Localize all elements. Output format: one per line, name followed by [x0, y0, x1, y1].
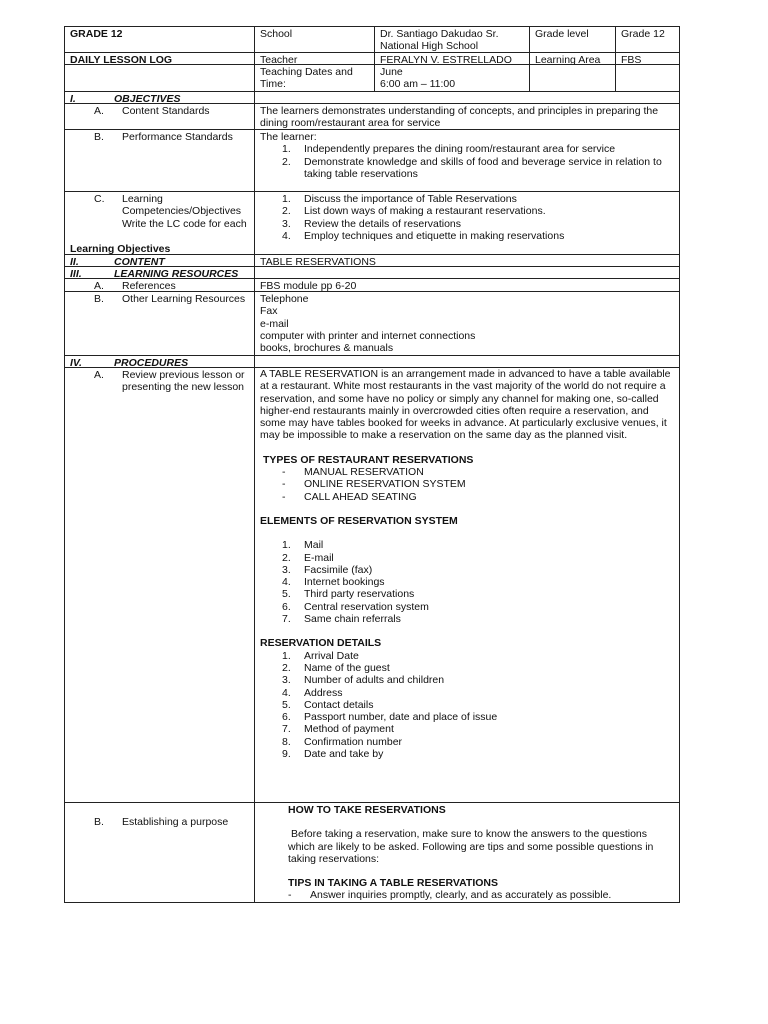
list-item: - CALL AHEAD SEATING: [282, 490, 417, 503]
teaching-date: June: [380, 66, 403, 78]
resource-item: books, brochures & manuals: [260, 342, 394, 355]
resources-title: LEARNING RESOURCES: [114, 268, 239, 278]
content-standards-value: The learners demonstrates understanding of concepts, and principles in preparing the dining room/restaurant area for service: [260, 105, 659, 129]
procedures-heading: [65, 356, 254, 367]
tips-title: TIPS IN TAKING A TABLE RESERVATIONS: [288, 877, 499, 890]
learning-area-label: Learning Area: [535, 54, 601, 64]
content-title: CONTENT: [114, 256, 165, 266]
teaching-dates-label: Teaching Dates and Time:: [260, 66, 353, 91]
list-item: - MANUAL RESERVATION: [282, 466, 424, 479]
content-value: TABLE RESERVATIONS: [260, 256, 376, 266]
list-item: 6. Passport number, date and place of issue: [282, 711, 498, 724]
lesson-log-table: [64, 26, 680, 903]
types-title: TYPES OF RESTAURANT RESERVATIONS: [263, 453, 474, 466]
learning-resources-heading: [65, 267, 254, 278]
list-item: 1. Independently prepares the dining room/restaurant area for service: [282, 143, 616, 156]
list-item: 8. Confirmation number: [282, 735, 403, 748]
teaching-dates-value: [375, 65, 529, 91]
elements-title: ELEMENTS OF RESERVATION SYSTEM: [260, 514, 458, 527]
content-standards-label: [65, 104, 254, 129]
performance-standards-label: [65, 130, 254, 191]
learning-area-value: FBS: [621, 54, 642, 64]
other-resources-label: B. Other Learning Resources: [94, 293, 246, 305]
list-item: 7. Same chain referrals: [282, 613, 401, 626]
teacher-label: Teacher: [260, 54, 298, 64]
objectives-num: I.: [70, 93, 76, 103]
list-item: 4. Internet bookings: [282, 576, 385, 589]
procedures-title: PROCEDURES: [114, 357, 189, 367]
learning-competencies-text: Learning Competencies/Objectives Write the LC code for each: [122, 193, 247, 230]
list-item: 4. Address: [282, 686, 343, 699]
resource-item: Fax: [260, 305, 278, 318]
learning-objectives-label: Learning Objectives: [70, 243, 171, 254]
other-resources-value: [255, 292, 679, 355]
list-item: 5. Contact details: [282, 698, 374, 711]
performance-standards-value: [255, 130, 679, 191]
performance-standards-text: Performance Standards: [122, 131, 233, 143]
establishing-purpose-label: B. Establishing a purpose: [94, 816, 229, 828]
teaching-time: 6:00 am – 11:00: [380, 78, 456, 91]
list-item: 2. E-mail: [282, 551, 334, 564]
list-item: 2. Name of the guest: [282, 661, 390, 674]
list-item: 6. Central reservation system: [282, 600, 429, 613]
resource-item: e-mail: [260, 317, 289, 330]
how-title: HOW TO TAKE RESERVATIONS: [288, 804, 446, 816]
content-heading: [65, 255, 254, 266]
review-lesson-label: A. Review previous lesson or presenting the new lesson: [94, 369, 245, 394]
list-item: 2. Demonstrate knowledge and skills of food and beverage service in relation to taking table reservations: [282, 155, 662, 180]
list-item: 1. Mail: [282, 539, 324, 552]
list-item: 1. Discuss the importance of Table Reservations: [282, 193, 517, 205]
list-item: 3. Number of adults and children: [282, 674, 445, 687]
list-item: 1. Arrival Date: [282, 649, 359, 662]
resource-item: computer with printer and internet connections: [260, 329, 476, 342]
learning-competencies-label: [65, 192, 254, 242]
school-label: School: [260, 28, 293, 40]
content-num: II.: [70, 256, 79, 266]
references-label: A. References: [94, 280, 176, 291]
grade-level-value: Grade 12: [621, 28, 665, 40]
establishing-purpose-value: [255, 803, 679, 902]
list-item: 3. Review the details of reservations: [282, 217, 461, 230]
list-item: 4. Employ techniques and etiquette in making reservations: [282, 229, 565, 242]
details-title: RESERVATION DETAILS: [260, 637, 382, 650]
teacher-value: FERALYN V. ESTRELLADO: [380, 54, 512, 64]
letter-c: C.: [94, 193, 105, 205]
list-item: 2. List down ways of making a restaurant reservations.: [282, 205, 546, 218]
grade-label: GRADE 12: [70, 28, 123, 40]
school-value: Dr. Santiago Dakudao Sr. National High School: [380, 28, 499, 52]
review-lesson-value: [255, 368, 679, 802]
list-item: - Answer inquiries promptly, clearly, and as accurately as possible.: [288, 889, 612, 902]
procedures-num: IV.: [70, 357, 82, 367]
list-item: 3. Facsimile (fax): [282, 563, 373, 576]
list-item: 7. Method of payment: [282, 723, 394, 736]
table-reservation-intro: A TABLE RESERVATION is an arrangement made in advanced to have a table available at a restaurant. White most restaurants in the vast majority of the world do not require a reservation, and some have no policy or simply any channel for making one, so-called higher-end restaurants mainly in overcrowded cities often require a reservation, and some may have tables booked for weeks in advance. At particularly exclusive venues, it may be impossible to make a reservation on the same day as the planned visit.: [260, 368, 671, 442]
list-item: - ONLINE RESERVATION SYSTEM: [282, 478, 466, 491]
resources-num: III.: [70, 268, 82, 278]
content-standards-text: Content Standards: [122, 105, 210, 117]
objectives-title: OBJECTIVES: [114, 93, 181, 103]
how-text: Before taking a reservation, make sure to know the answers to the questions which are likely to be asked. Following are tips and some possible questions in taking reservations:: [288, 828, 654, 865]
learner-intro: The learner:: [260, 131, 317, 143]
letter-a: A.: [94, 105, 104, 117]
daily-lesson-log-label: DAILY LESSON LOG: [70, 54, 173, 64]
learning-competencies-value: [255, 192, 679, 254]
list-item: 5. Third party reservations: [282, 588, 415, 601]
grade-level-label: Grade level: [535, 28, 589, 40]
objectives-heading: [65, 92, 254, 103]
references-value: FBS module pp 6-20: [260, 280, 357, 291]
letter-b: B.: [94, 131, 104, 143]
resource-item: Telephone: [260, 293, 309, 305]
list-item: 9. Date and take by: [282, 748, 384, 761]
